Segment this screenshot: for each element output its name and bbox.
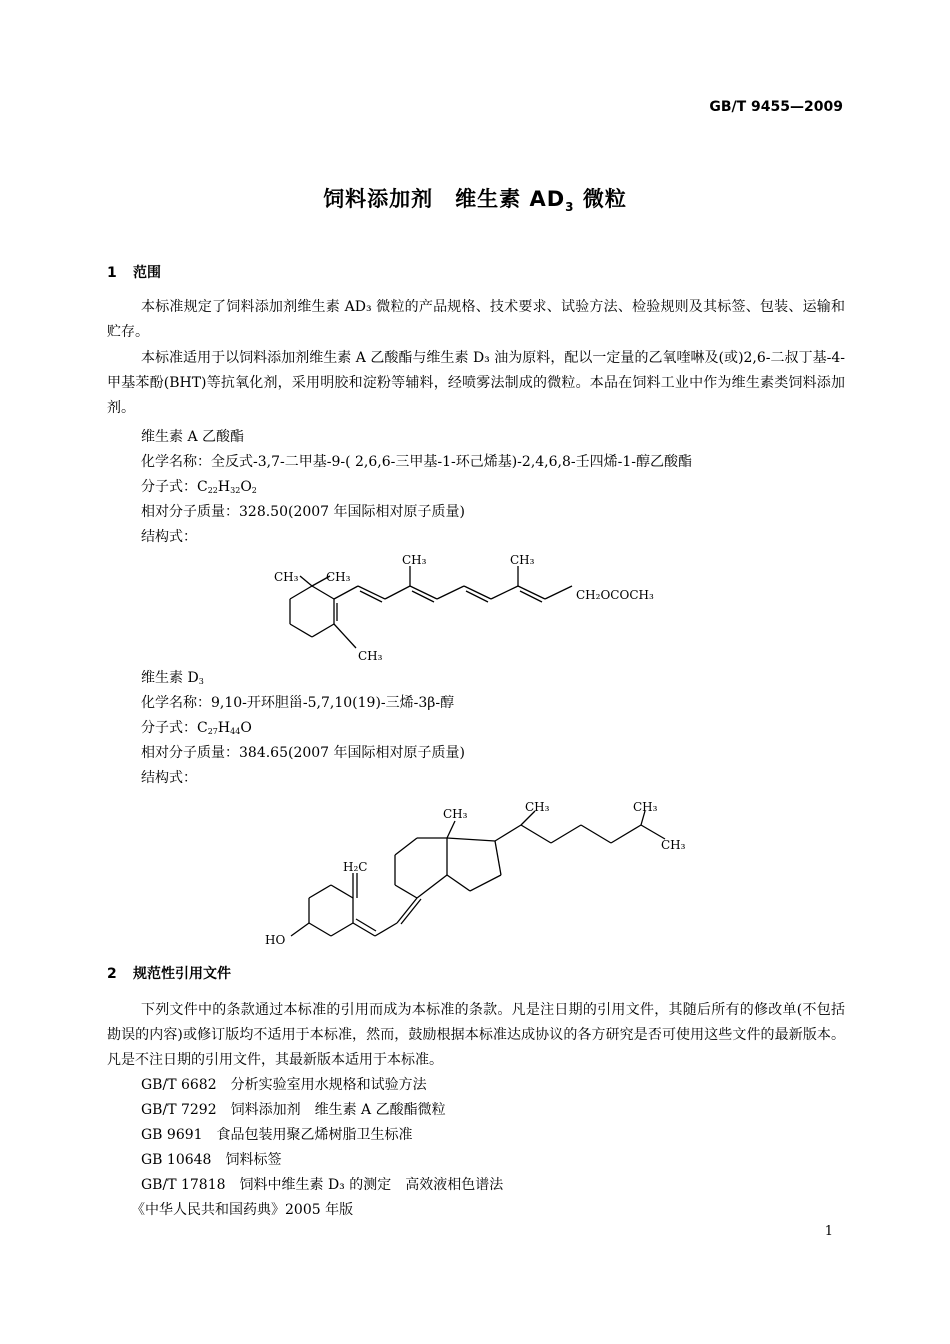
section-2-title: 规范性引用文件: [133, 966, 231, 982]
reference-item: GB 10648 饲料标签: [141, 1152, 282, 1168]
section-1-paragraph-2: 本标准适用于以饲料添加剂维生素 A 乙酸酯与维生素 D₃ 油为原料，配以一定量的乙氧喹啉及(或)2,6-二叔丁基-4-甲基苯酚(BHT)等抗氧化剂，采用明胶和淀粉等辅料，经喷雾法制成的微粒。本品在饲料工业中作为维生素类饲料添加剂。: [107, 350, 845, 416]
vitamin-a-chemical-name: 化学名称：全反式-3,7-二甲基-9-( 2,6,6-三甲基-1-环己烯基)-2,4,6,8-壬四烯-1-醇乙酸酯: [141, 454, 692, 470]
vitd-label-ch3-a: CH₃: [443, 807, 468, 821]
vitamin-d3-formula: [141, 717, 252, 737]
reference-item: GB 9691 食品包装用聚乙烯树脂卫生标准: [141, 1127, 413, 1143]
title-tail: 微粒: [574, 187, 627, 211]
reference-item: 《中华人民共和国药典》2005 年版: [131, 1202, 354, 1218]
vitamin-a-structure-label: 结构式：: [141, 529, 197, 545]
formula-o-count: 2: [251, 486, 257, 495]
section-1-heading: [107, 262, 161, 282]
vita-label-end-group: CH₂OCOCH₃: [576, 588, 654, 602]
formula-c-count: 22: [207, 486, 218, 495]
vitamin-a-formula: [141, 476, 257, 496]
reference-item: GB/T 7292 饲料添加剂 维生素 A 乙酸酯微粒: [141, 1102, 446, 1118]
vita-label-ch3-d: CH₃: [402, 553, 427, 567]
vitamin-d3-name-prefix: 维生素 D: [141, 670, 199, 686]
section-1-paragraph-1: 本标准规定了饲料添加剂维生素 AD₃ 微粒的产品规格、技术要求、试验方法、检验规则及其标签、包装、运输和贮存。: [107, 299, 845, 340]
formula-h: H: [217, 479, 231, 495]
section-2-heading: [107, 963, 231, 983]
vitamin-d3-mass: 相对分子质量：384.65(2007 年国际相对原子质量): [141, 745, 465, 761]
vita-label-ch3-c: CH₃: [358, 649, 383, 663]
vitamin-d3-structure-label: 结构式：: [141, 770, 197, 786]
vitamin-a-mass: 相对分子质量：328.50(2007 年国际相对原子质量): [141, 504, 465, 520]
formula-prefix: 分子式：C: [141, 720, 208, 736]
vitd-label-ch3-d: CH₃: [661, 838, 686, 852]
section-2-number: 2: [107, 966, 117, 982]
formula-prefix: 分子式：C: [141, 479, 208, 495]
formula-c-count: 27: [207, 727, 218, 736]
reference-item: GB/T 6682 分析实验室用水规格和试验方法: [141, 1077, 427, 1093]
title-subscript: 3: [565, 200, 575, 215]
vitd-label-ch3-b: CH₃: [525, 800, 550, 814]
formula-o: O: [240, 479, 252, 495]
formula-o: O: [240, 720, 252, 736]
formula-h-count: 32: [230, 486, 241, 495]
title-main: 饲料添加剂 维生素 AD: [323, 187, 566, 211]
page-title: [0, 183, 950, 214]
vitamin-d3-structure-diagram: [255, 793, 705, 953]
vita-label-ch3-b: CH₃: [326, 570, 351, 584]
vitd-label-ch3-c: CH₃: [633, 800, 658, 814]
page-number: 1: [824, 1224, 833, 1239]
formula-h-count: 44: [230, 727, 241, 736]
standard-code: GB/T 9455—2009: [709, 99, 843, 115]
reference-item: GB/T 17818 饲料中维生素 D₃ 的测定 高效液相色谱法: [141, 1177, 504, 1193]
vitamin-d3-chemical-name: 化学名称：9,10-开环胆甾-5,7,10(19)-三烯-3β-醇: [141, 695, 455, 711]
vita-label-ch3-a: CH₃: [274, 570, 299, 584]
vitd-label-ho: HO: [265, 933, 286, 947]
vitamin-d3-name: [141, 667, 204, 687]
vitamin-d3-name-sub: 3: [198, 677, 204, 686]
vitamin-a-name: 维生素 A 乙酸酯: [141, 429, 245, 445]
section-2-paragraph: 下列文件中的条款通过本标准的引用而成为本标准的条款。凡是注日期的引用文件，其随后所有的修改单(不包括勘误的内容)或修订版均不适用于本标准，然而，鼓励根据本标准达成协议的各方研究是否可使用这些文件的最新版本。凡是不注日期的引用文件，其最新版本适用于本标准。: [107, 1002, 845, 1068]
section-1-title: 范围: [133, 265, 161, 281]
vitamin-a-structure-diagram: [260, 548, 680, 666]
vita-label-ch3-e: CH₃: [510, 553, 535, 567]
section-1-number: 1: [107, 265, 117, 281]
formula-h: H: [217, 720, 231, 736]
vitd-label-h2c: H₂C: [343, 860, 368, 874]
